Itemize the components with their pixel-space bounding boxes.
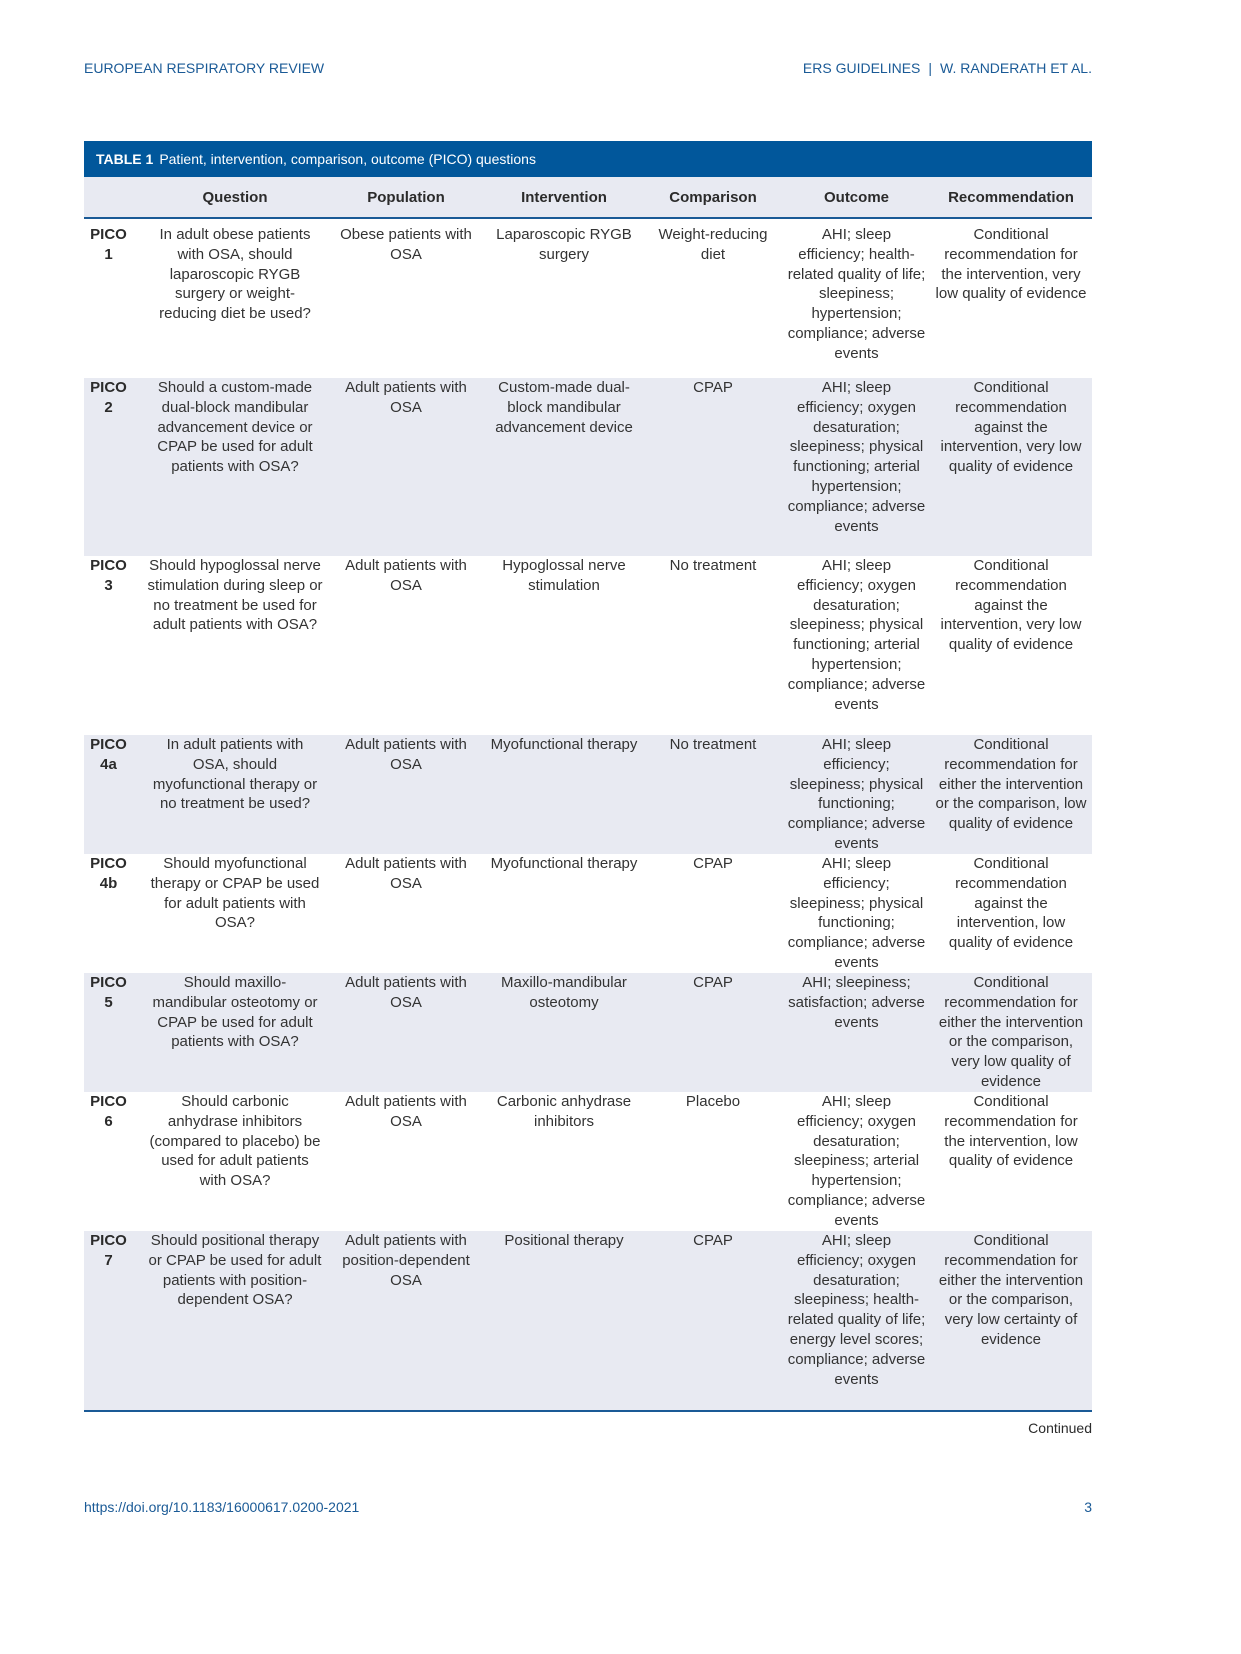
pico-id-cell (84, 1092, 143, 1231)
recommendation-cell: Conditional recommendation for the intervention, very low quality of evidence (935, 226, 1087, 303)
outcome-cell: AHI; sleep efficiency; oxygen desaturation; sleepiness; arterial hypertension; compliance; adverse events (787, 1093, 926, 1229)
recommendation-cell: Conditional recommendation for either the intervention or the comparison, low quality of evidence (935, 736, 1087, 833)
pico-word: PICO (90, 736, 127, 753)
table-label: TABLE 1 (96, 151, 154, 167)
pico-id-cell (84, 556, 143, 735)
pico-number: 7 (104, 1251, 113, 1269)
pico-id-cell (84, 218, 143, 378)
pico-table-container (84, 141, 1092, 1412)
page-number: 3 (1084, 1499, 1092, 1515)
intervention-cell: Custom-made dual-block mandibular advancement device (495, 379, 633, 436)
journal-name: EUROPEAN RESPIRATORY REVIEW (84, 60, 325, 76)
pico-number: 2 (104, 398, 113, 416)
pico-number: 4a (100, 755, 117, 773)
comparison-cell: No treatment (669, 736, 757, 753)
pico-number: 5 (104, 993, 113, 1011)
column-header-question: Question (143, 177, 327, 218)
recommendation-cell: Conditional recommendation against the intervention, low quality of evidence (948, 855, 1074, 952)
column-header-recommendation: Recommendation (930, 177, 1092, 218)
table-title-bar (84, 141, 1092, 177)
comparison-cell: CPAP (643, 1231, 783, 1411)
recommendation-cell: Conditional recommendation against the intervention, very low quality of evidence (940, 557, 1082, 654)
pico-word: PICO (90, 1093, 127, 1110)
intervention-cell: Myofunctional therapy (490, 855, 638, 872)
outcome-cell: AHI; sleep efficiency; sleepiness; physical functioning; compliance; adverse events (787, 855, 926, 971)
column-header-outcome: Outcome (783, 177, 930, 218)
table-row (84, 556, 1092, 735)
question-cell: Should a custom-made dual-block mandibular advancement device or CPAP be used for adult patients with OSA? (157, 379, 313, 476)
question-cell: Should positional therapy or CPAP be used for adult patients with position-dependent OSA? (143, 1231, 327, 1411)
population-cell: Adult patients with position-dependent OSA (327, 1231, 485, 1411)
population-cell: Adult patients with OSA (345, 974, 467, 1011)
table-row (84, 973, 1092, 1092)
pico-number: 4b (99, 874, 118, 892)
pico-word: PICO (90, 974, 127, 991)
pico-word: PICO (90, 226, 127, 243)
comparison-cell: No treatment (669, 557, 757, 574)
outcome-cell: AHI; sleep efficiency; health-related quality of life; sleepiness; hypertension; compliance; adverse events (787, 226, 926, 362)
population-cell: Adult patients with OSA (345, 1093, 467, 1130)
table-caption: Patient, intervention, comparison, outcome (PICO) questions (159, 151, 536, 167)
question-cell: Should myofunctional therapy or CPAP be used for adult patients with OSA? (150, 855, 320, 932)
column-header-intervention: Intervention (485, 177, 643, 218)
question-cell: Should hypoglossal nerve stimulation during sleep or no treatment be used for adult patients with OSA? (147, 557, 323, 634)
column-header-population: Population (327, 177, 485, 218)
pico-number: 1 (104, 245, 113, 263)
table-row (84, 218, 1092, 378)
pico-table (84, 177, 1092, 1412)
population-cell: Adult patients with OSA (345, 557, 467, 594)
outcome-cell: AHI; sleep efficiency; sleepiness; physical functioning; compliance; adverse events (787, 736, 926, 852)
continued-label: Continued (1028, 1420, 1092, 1436)
table-row (84, 854, 1092, 973)
population-cell: Obese patients with OSA (340, 226, 472, 263)
recommendation-cell: Conditional recommendation for either the intervention or the comparison, very low quality of evidence (938, 974, 1084, 1090)
pico-word: PICO (90, 855, 127, 872)
recommendation-cell: Conditional recommendation for either the intervention or the comparison, very low certainty of evidence (930, 1231, 1092, 1411)
pico-number: 6 (104, 1112, 113, 1130)
section-label: ERS GUIDELINES (802, 60, 921, 76)
table-row (84, 378, 1092, 556)
column-header-comparison: Comparison (643, 177, 783, 218)
table-row (84, 1092, 1092, 1231)
separator: | (928, 60, 933, 76)
outcome-cell: AHI; sleepiness; satisfaction; adverse events (788, 974, 925, 1031)
intervention-cell: Positional therapy (485, 1231, 643, 1411)
column-header-pico (84, 177, 143, 218)
pico-word: PICO (90, 1232, 127, 1249)
pico-id-cell (84, 1231, 143, 1411)
authors-label: W. RANDERATH ET AL. (940, 60, 1092, 76)
running-head-right (803, 60, 1092, 76)
outcome-cell: AHI; sleep efficiency; oxygen desaturation; sleepiness; physical functioning; arterial hypertension; compliance; adverse events (787, 379, 926, 535)
population-cell: Adult patients with OSA (345, 736, 467, 773)
intervention-cell: Hypoglossal nerve stimulation (502, 557, 626, 594)
question-cell: In adult patients with OSA, should myofunctional therapy or no treatment be used? (152, 736, 318, 813)
pico-id-cell (84, 735, 143, 854)
intervention-cell: Maxillo-mandibular osteotomy (501, 974, 627, 1011)
intervention-cell: Carbonic anhydrase inhibitors (496, 1093, 632, 1130)
question-cell: Should carbonic anhydrase inhibitors (compared to placebo) be used for adult patients with OSA? (149, 1093, 321, 1190)
pico-id-cell (84, 973, 143, 1092)
pico-id-cell (84, 378, 143, 556)
pico-number: 3 (104, 576, 113, 594)
comparison-cell: Placebo (685, 1093, 741, 1110)
pico-word: PICO (90, 379, 127, 396)
doi-link[interactable]: https://doi.org/10.1183/16000617.0200-2021 (84, 1499, 360, 1515)
table-row (84, 735, 1092, 854)
pico-id-cell (84, 854, 143, 973)
table-row (84, 1231, 1092, 1411)
comparison-cell: Weight-reducing diet (658, 226, 768, 263)
pico-word: PICO (90, 557, 127, 574)
intervention-cell: Laparoscopic RYGB surgery (496, 226, 632, 263)
outcome-cell: AHI; sleep efficiency; oxygen desaturation; sleepiness; health-related quality of life; energy level scores; compliance; adverse events (783, 1231, 930, 1411)
intervention-cell: Myofunctional therapy (490, 736, 638, 753)
comparison-cell: CPAP (693, 974, 733, 991)
comparison-cell: CPAP (693, 379, 733, 396)
comparison-cell: CPAP (693, 855, 733, 872)
population-cell: Adult patients with OSA (345, 379, 467, 416)
question-cell: In adult obese patients with OSA, should laparoscopic RYGB surgery or weight-reducing diet be used? (159, 226, 311, 323)
table-header-row (84, 177, 1092, 218)
recommendation-cell: Conditional recommendation for the intervention, low quality of evidence (944, 1093, 1078, 1170)
population-cell: Adult patients with OSA (345, 855, 467, 892)
outcome-cell: AHI; sleep efficiency; oxygen desaturation; sleepiness; physical functioning; arterial hypertension; compliance; adverse events (787, 557, 926, 713)
question-cell: Should maxillo-mandibular osteotomy or CPAP be used for adult patients with OSA? (152, 974, 318, 1051)
recommendation-cell: Conditional recommendation against the intervention, very low quality of evidence (940, 379, 1082, 476)
